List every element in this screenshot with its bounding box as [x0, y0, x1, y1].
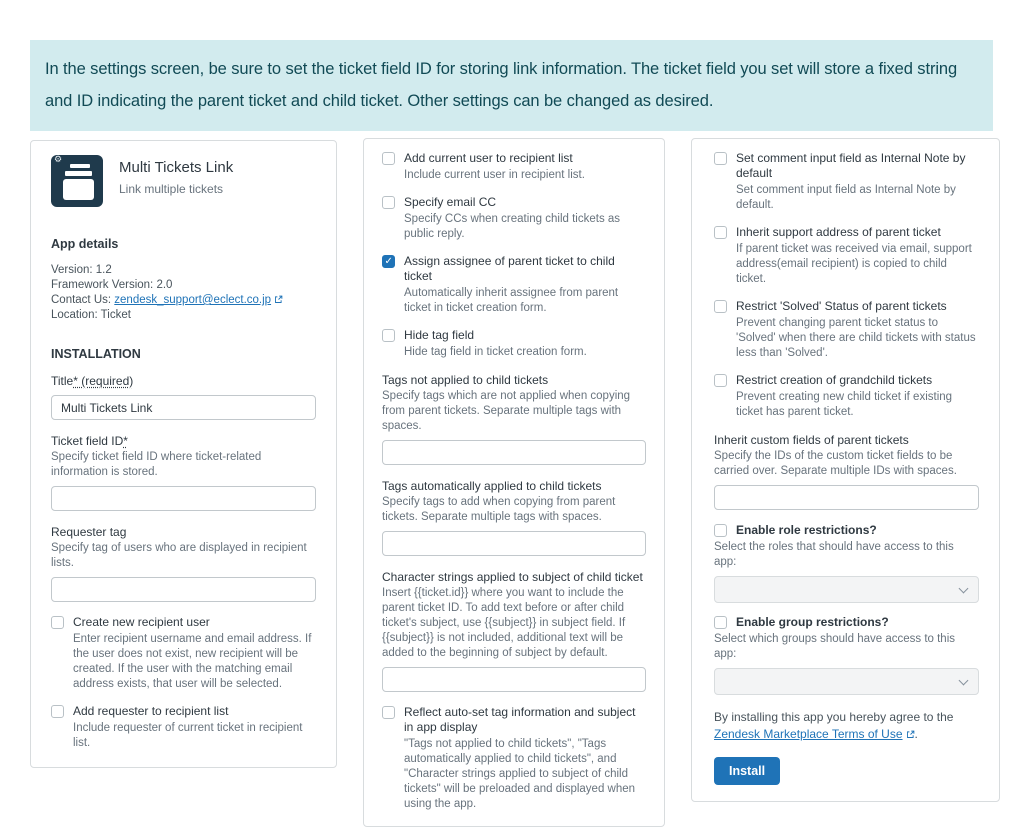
inherit-support-address-checkbox[interactable]: [714, 226, 727, 239]
ticket-field-id-hint: Specify ticket field ID where ticket-related information is stored.: [51, 451, 262, 478]
setting-create-new-recipient-user: [51, 615, 316, 692]
checkbox-label: Reflect auto-set tag information and subject in app display: [404, 705, 636, 734]
required-marker: *: [123, 434, 128, 448]
contact-link[interactable]: zendesk_support@eclect.co.jp: [114, 294, 272, 306]
ticket-bar-icon: [70, 164, 90, 168]
specify-email-cc-checkbox[interactable]: [382, 196, 395, 209]
checkbox-label: Create new recipient user: [73, 615, 210, 629]
tags-not-applied-input[interactable]: [382, 440, 646, 465]
external-link-icon: [274, 295, 283, 304]
checkbox-label: Assign assignee of parent ticket to child ticket: [404, 254, 615, 283]
inherit-custom-fields-label: Inherit custom fields of parent tickets: [714, 433, 909, 447]
tags-auto-hint: Specify tags to add when copying from parent tickets. Separate multiple tags with spaces.: [382, 496, 616, 523]
contact-label: Contact Us:: [51, 294, 115, 306]
inherit-custom-fields-input[interactable]: [714, 485, 979, 510]
checkbox-label: Add requester to recipient list: [73, 704, 229, 718]
checkbox-hint: Prevent changing parent ticket status to 'Solved' when there are child tickets with status less than 'Solved'.: [736, 317, 976, 359]
checkbox-label: Enable group restrictions?: [736, 615, 889, 629]
group-restrictions-checkbox[interactable]: [714, 616, 727, 629]
checkbox-label: Restrict creation of grandchild tickets: [736, 373, 933, 387]
checkbox-hint: Automatically inherit assignee from parent ticket in ticket creation form.: [404, 287, 619, 314]
assign-assignee-checkbox[interactable]: [382, 255, 395, 268]
setting-restrict-solved-status: [714, 299, 979, 361]
field-tags-auto: [382, 478, 646, 556]
checkbox-label: Restrict 'Solved' Status of parent tickets: [736, 299, 947, 313]
checkbox-label: Inherit support address of parent ticket: [736, 225, 941, 239]
settings-panel-middle: [363, 138, 665, 827]
setting-hide-tag-field: [382, 328, 646, 360]
create-recipient-checkbox[interactable]: [51, 616, 64, 629]
requester-tag-hint: Specify tag of users who are displayed in recipient lists.: [51, 542, 307, 569]
checkbox-hint: Enter recipient username and email address. If the user does not exist, new recipient will be created. If the user with the matching email address exists, that user will be selected.: [73, 633, 312, 690]
tags-auto-label: Tags automatically applied to child tickets: [382, 479, 602, 493]
app-header: [51, 155, 316, 207]
field-subject-strings: [382, 569, 646, 692]
app-version: Version: 1.2: [51, 264, 112, 276]
group-restrictions-hint: Select which groups should have access to this app:: [714, 633, 955, 660]
setting-internal-note-default: [714, 151, 979, 213]
roles-select[interactable]: [714, 576, 979, 603]
role-restrictions-hint: Select the roles that should have access to this app:: [714, 541, 954, 568]
subject-strings-hint: Insert {{ticket.id}} where you want to include the parent ticket ID. To add text before or after child ticket's subject, use {{subject}} in subject field. If {{subject}} is not included, additional text will be added to the beginning of subject by default.: [382, 587, 626, 659]
restrict-solved-checkbox[interactable]: [714, 300, 727, 313]
chevron-down-icon: [959, 584, 969, 594]
checkbox-hint: Prevent creating new child ticket if existing ticket has parent ticket.: [736, 391, 953, 418]
app-details-heading: App details: [51, 237, 119, 251]
setting-role-restrictions: [714, 523, 979, 603]
required-marker: * (required): [73, 374, 134, 388]
app-title: Multi Tickets Link: [119, 159, 234, 176]
title-input[interactable]: [51, 395, 316, 420]
setting-add-current-user: [382, 151, 646, 183]
groups-select[interactable]: [714, 668, 979, 695]
checkbox-label: Hide tag field: [404, 328, 475, 342]
requester-tag-input[interactable]: [51, 577, 316, 602]
checkbox-hint: Include requester of current ticket in recipient list.: [73, 722, 303, 749]
setting-inherit-support-address: [714, 225, 979, 287]
checkbox-label: Set comment input field as Internal Note by default: [736, 151, 966, 180]
restrict-grandchild-checkbox[interactable]: [714, 374, 727, 387]
field-requester-tag: [51, 524, 316, 602]
ticket-body-icon: [63, 179, 94, 200]
app-framework-version: Framework Version: 2.0: [51, 279, 173, 291]
terms-suffix: .: [914, 727, 918, 741]
ticket-field-id-label: Ticket field ID*: [51, 434, 128, 448]
setting-assign-assignee: [382, 254, 646, 316]
checkbox-label: Specify email CC: [404, 195, 497, 209]
field-inherit-custom-fields: [714, 432, 979, 510]
setting-restrict-grandchild: [714, 373, 979, 420]
contact-line: [51, 293, 316, 308]
checkbox-hint: Specify CCs when creating child tickets as public reply.: [404, 213, 621, 240]
field-ticket-field-id: [51, 433, 316, 511]
gear-icon: ⚙: [54, 155, 63, 165]
info-banner: In the settings screen, be sure to set the ticket field ID for storing link information. The ticket field you set will store a fixed string and ID indicating the parent ticket and child ticket. Other settings can be changed as desired.: [30, 40, 993, 131]
setting-group-restrictions: [714, 615, 979, 695]
checkbox-hint: Set comment input field as Internal Note by default.: [736, 184, 956, 211]
settings-panel-right: [691, 138, 1000, 802]
ticket-field-id-input[interactable]: [51, 486, 316, 511]
setting-reflect-auto-set: [382, 705, 646, 812]
chevron-down-icon: [959, 676, 969, 686]
ticket-bar-icon: [65, 171, 92, 176]
subject-strings-input[interactable]: [382, 667, 646, 692]
checkbox-hint: Hide tag field in ticket creation form.: [404, 346, 587, 358]
terms-link[interactable]: Zendesk Marketplace Terms of Use: [714, 727, 903, 741]
add-requester-checkbox[interactable]: [51, 705, 64, 718]
add-current-user-checkbox[interactable]: [382, 152, 395, 165]
subject-strings-label: Character strings applied to subject of child ticket: [382, 570, 643, 584]
setting-specify-email-cc: [382, 195, 646, 242]
checkbox-hint: If parent ticket was received via email, support address(email recipient) is copied to child ticket.: [736, 243, 972, 285]
terms-prefix: By installing this app you hereby agree to the: [714, 710, 954, 724]
tags-auto-input[interactable]: [382, 531, 646, 556]
field-tags-not-applied: [382, 372, 646, 465]
tags-not-applied-hint: Specify tags which are not applied when copying from parent tickets. Separate multiple tags with spaces.: [382, 390, 631, 432]
inherit-custom-fields-hint: Specify the IDs of the custom ticket fields to be carried over. Separate multiple IDs with spaces.: [714, 450, 957, 477]
checkbox-label: Enable role restrictions?: [736, 523, 877, 537]
internal-note-checkbox[interactable]: [714, 152, 727, 165]
title-label: Title* (required): [51, 374, 134, 388]
checkbox-hint: "Tags not applied to child tickets", "Tags automatically applied to child tickets", and "Character strings applied to subject of child tickets" will be preloaded and displayed when using the app.: [404, 738, 636, 810]
checkbox-label: Add current user to recipient list: [404, 151, 573, 165]
installation-heading: INSTALLATION: [51, 347, 141, 361]
terms-text: [714, 709, 979, 743]
install-button[interactable]: Install: [714, 757, 780, 785]
requester-tag-label: Requester tag: [51, 525, 127, 539]
app-location: Location: Ticket: [51, 309, 131, 321]
app-subtitle: Link multiple tickets: [119, 182, 224, 196]
hide-tag-field-checkbox[interactable]: [382, 329, 395, 342]
field-title: [51, 373, 316, 420]
app-icon: [51, 155, 103, 207]
checkbox-hint: Include current user in recipient list.: [404, 169, 585, 181]
app-info-panel: [30, 140, 337, 768]
setting-add-requester: [51, 704, 316, 751]
role-restrictions-checkbox[interactable]: [714, 524, 727, 537]
tags-not-applied-label: Tags not applied to child tickets: [382, 373, 549, 387]
external-link-icon: [906, 730, 915, 739]
reflect-auto-set-checkbox[interactable]: [382, 706, 395, 719]
